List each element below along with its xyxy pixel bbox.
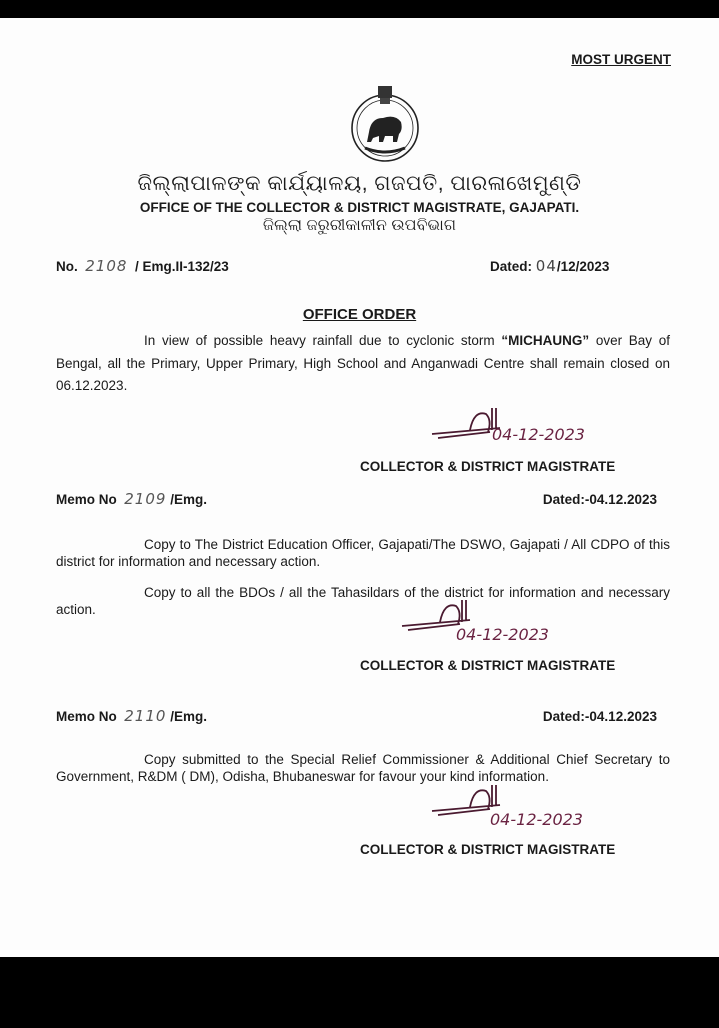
document-page — [0, 18, 719, 957]
memo-1-suffix: /Emg. — [170, 492, 207, 507]
signature-3-title: COLLECTOR & DISTRICT MAGISTRATE — [360, 842, 616, 857]
memo-2-paragraph-1-text: Copy submitted to the Special Relief Commissioner & Additional Chief Secretary to Government, R&DM ( DM), Odisha, Bhubaneswar for favour your kind information. — [56, 752, 670, 784]
storm-name: “MICHAUNG” — [501, 333, 590, 348]
memo-2-prefix: Memo No — [56, 709, 117, 724]
memo-1-date: Dated:-04.12.2023 — [542, 492, 657, 507]
header-odia-sub: ଜିଲ୍ଲା ଜରୁରୀକାଳୀନ ଉପବିଭାଗ — [262, 217, 457, 234]
priority-label: MOST URGENT — [571, 52, 671, 67]
memo-1-number — [56, 490, 207, 508]
order-date — [490, 257, 609, 275]
memo-2-handwritten-number: 2110 — [124, 707, 167, 725]
memo-2-date: Dated:-04.12.2023 — [542, 709, 657, 724]
memo-2-paragraph-1 — [56, 751, 670, 785]
body-text-end: over Bay of Bengal, all the Primary, Upper Primary, High School and Anganwadi Centre shall remain closed on 06.12.2023. — [56, 333, 670, 393]
memo-1-paragraph-2 — [56, 584, 670, 618]
memo-1-paragraph-2-text: Copy to all the BDOs / all the Tahasildars of the district for information and necessary action. — [56, 585, 670, 617]
date-handwritten-day: 04 — [535, 257, 557, 275]
reference-handwritten-number: 2108 — [85, 257, 128, 275]
memo-1-prefix: Memo No — [56, 492, 117, 507]
date-label: Dated: — [490, 259, 533, 274]
reference-number — [56, 257, 229, 275]
document-title: OFFICE ORDER — [302, 306, 417, 323]
body-text-start: In view of possible heavy rainfall due to cyclonic storm — [144, 333, 502, 348]
header-english: OFFICE OF THE COLLECTOR & DISTRICT MAGISTRATE, GAJAPATI. — [139, 200, 580, 215]
memo-2-suffix: /Emg. — [170, 709, 207, 724]
signature-1-date: 04-12-2023 — [492, 425, 585, 444]
memo-1-handwritten-number: 2109 — [124, 490, 167, 508]
state-emblem-icon — [345, 84, 425, 164]
header-odia: ଜିଲ୍ଲାପାଳଙ୍କ କାର୍ଯ୍ୟାଳୟ, ଗଜପତି, ପାରଳାଖେମୁଣ୍ଡି — [137, 172, 582, 195]
signature-2-date: 04-12-2023 — [456, 625, 549, 644]
memo-1-paragraph-1 — [56, 536, 670, 570]
order-body — [56, 330, 670, 398]
signature-1-title: COLLECTOR & DISTRICT MAGISTRATE — [360, 459, 616, 474]
memo-2-number — [56, 707, 207, 725]
signature-3-date: 04-12-2023 — [490, 810, 583, 829]
signature-2-title: COLLECTOR & DISTRICT MAGISTRATE — [360, 658, 616, 673]
date-rest: /12/2023 — [556, 259, 610, 274]
memo-1-paragraph-1-text: Copy to The District Education Officer, Gajapati/The DSWO, Gajapati / All CDPO of this district for information and necessary action. — [56, 537, 670, 569]
reference-prefix: No. — [56, 259, 78, 274]
reference-suffix: / Emg.II-132/23 — [134, 259, 229, 274]
